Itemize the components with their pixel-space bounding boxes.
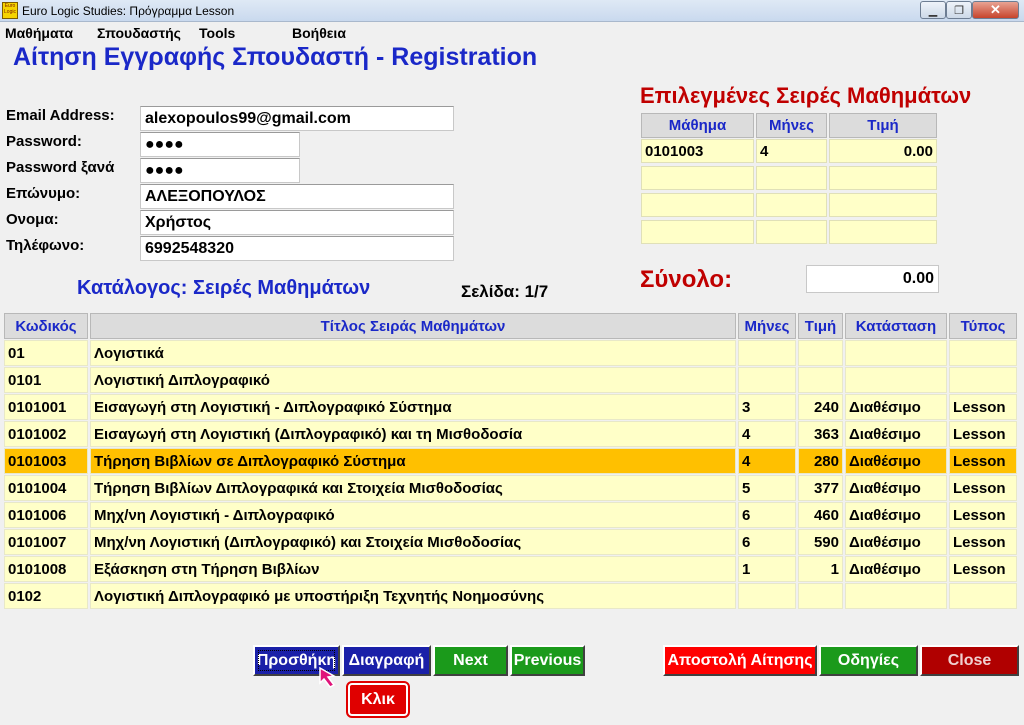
delete-button[interactable]: Διαγραφή [342, 645, 431, 676]
send-application-button[interactable]: Αποστολή Αίτησης [663, 645, 817, 676]
column-header-status[interactable]: Κατάσταση [845, 313, 947, 339]
selected-row-price[interactable] [829, 166, 937, 190]
page-indicator: Σελίδα: 1/7 [461, 282, 549, 301]
table-cell-title[interactable]: Τήρηση Βιβλίων Διπλογραφικά και Στοιχεία Μισθοδοσίας [90, 475, 736, 501]
table-cell-months[interactable]: 3 [738, 394, 796, 420]
page-title: Αίτηση Εγγραφής Σπουδαστή - Registration [13, 43, 538, 71]
table-cell-status[interactable]: Διαθέσιμο [845, 421, 947, 447]
selected-row-course[interactable] [641, 166, 754, 190]
table-cell-type[interactable]: Lesson [949, 502, 1017, 528]
minimize-button[interactable] [920, 1, 946, 19]
table-cell-status[interactable] [845, 367, 947, 393]
column-header-months[interactable]: Μήνες [738, 313, 796, 339]
menu-student[interactable]: Σπουδαστής [97, 25, 181, 41]
table-cell-code[interactable]: 0101002 [4, 421, 88, 447]
table-cell-type[interactable]: Lesson [949, 556, 1017, 582]
catalog-title: Κατάλογος: Σειρές Μαθημάτων [77, 277, 371, 299]
table-cell-title[interactable]: Εισαγωγή στη Λογιστική (Διπλογραφικό) και τη Μισθοδοσία [90, 421, 736, 447]
table-cell-months[interactable]: 4 [738, 421, 796, 447]
name-label: Ονομα: [6, 211, 59, 228]
table-cell-type[interactable] [949, 367, 1017, 393]
column-header-type[interactable]: Τύπος [949, 313, 1017, 339]
table-cell-code[interactable]: 0102 [4, 583, 88, 609]
table-cell-type[interactable]: Lesson [949, 475, 1017, 501]
selected-courses-title: Επιλεγμένες Σειρές Μαθημάτων [640, 83, 972, 108]
close-button[interactable]: Close [920, 645, 1019, 676]
app-logo-icon: Euro Logic [2, 2, 18, 19]
table-cell-status[interactable]: Διαθέσιμο [845, 556, 947, 582]
column-header-price[interactable]: Τιμή [798, 313, 843, 339]
previous-button[interactable]: Previous [510, 645, 585, 676]
table-cell-title[interactable]: Τήρηση Βιβλίων σε Διπλογραφικό Σύστημα [90, 448, 736, 474]
selected-row-price[interactable]: 0.00 [829, 139, 937, 163]
selected-row-price[interactable] [829, 193, 937, 217]
selected-row-price[interactable] [829, 220, 937, 244]
selected-row-months[interactable] [756, 166, 827, 190]
menu-tools[interactable]: Tools [199, 25, 236, 41]
table-cell-code[interactable]: 0101006 [4, 502, 88, 528]
password-label: Password: [6, 133, 82, 150]
close-icon: ✕ [990, 2, 1001, 17]
table-cell-code[interactable]: 0101003 [4, 448, 88, 474]
window-title: Euro Logic Studies: Πρόγραμμα Lesson [22, 4, 235, 18]
instructions-button[interactable]: Οδηγίες [819, 645, 918, 676]
table-cell-type[interactable]: Lesson [949, 394, 1017, 420]
email-label: Email Address: [6, 107, 115, 124]
table-cell-type[interactable]: Lesson [949, 448, 1017, 474]
next-button[interactable]: Next [433, 645, 508, 676]
table-cell-type[interactable]: Lesson [949, 529, 1017, 555]
table-cell-status[interactable]: Διαθέσιμο [845, 529, 947, 555]
password-again-field[interactable]: ●●●● [140, 158, 300, 183]
table-cell-title[interactable]: Μηχ/νη Λογιστική (Διπλογραφικό) και Στοιχεία Μισθοδοσίας [90, 529, 736, 555]
click-indicator-badge: Κλικ [348, 683, 408, 716]
selected-row-months[interactable] [756, 193, 827, 217]
phone-label: Τηλέφωνο: [6, 237, 85, 254]
name-field[interactable]: Χρήστος [140, 210, 454, 235]
mouse-pointer-icon [318, 666, 342, 690]
table-cell-status[interactable]: Διαθέσιμο [845, 502, 947, 528]
table-cell-code[interactable]: 0101001 [4, 394, 88, 420]
selected-header-course: Μάθημα [641, 113, 754, 138]
table-cell-months[interactable] [738, 367, 796, 393]
maximize-icon: ❐ [954, 4, 964, 17]
selected-row-months[interactable] [756, 220, 827, 244]
table-cell-title[interactable]: Μηχ/νη Λογιστική - Διπλογραφικό [90, 502, 736, 528]
table-cell-price[interactable] [798, 340, 843, 366]
selected-row-months[interactable]: 4 [756, 139, 827, 163]
table-cell-title[interactable]: Λογιστική Διπλογραφικό με υποστήριξη Τεχνητής Νοημοσύνης [90, 583, 736, 609]
total-field: 0.00 [806, 265, 939, 293]
table-cell-months[interactable]: 1 [738, 556, 796, 582]
selected-row-course[interactable] [641, 220, 754, 244]
table-cell-price[interactable]: 377 [798, 475, 843, 501]
maximize-button[interactable] [946, 1, 972, 19]
table-cell-status[interactable]: Διαθέσιμο [845, 394, 947, 420]
table-cell-months[interactable] [738, 583, 796, 609]
password-field[interactable]: ●●●● [140, 132, 300, 157]
table-cell-code[interactable]: 0101 [4, 367, 88, 393]
table-cell-title[interactable]: Λογιστική Διπλογραφικό [90, 367, 736, 393]
table-cell-type[interactable] [949, 583, 1017, 609]
table-cell-price[interactable]: 590 [798, 529, 843, 555]
add-button[interactable]: Προσθήκη [253, 645, 340, 676]
table-cell-price[interactable]: 240 [798, 394, 843, 420]
menu-help[interactable]: Βοήθεια [292, 25, 346, 41]
table-cell-code[interactable]: 01 [4, 340, 88, 366]
table-cell-status[interactable] [845, 340, 947, 366]
phone-field[interactable]: 6992548320 [140, 236, 454, 261]
table-cell-price[interactable] [798, 583, 843, 609]
email-field[interactable]: alexopoulos99@gmail.com [140, 106, 454, 131]
window-close-button[interactable] [972, 1, 1019, 19]
table-cell-price[interactable]: 460 [798, 502, 843, 528]
table-cell-price[interactable]: 363 [798, 421, 843, 447]
selected-header-price: Τιμή [829, 113, 937, 138]
menu-courses[interactable]: Μαθήματα [5, 25, 74, 41]
table-cell-status[interactable]: Διαθέσιμο [845, 448, 947, 474]
table-cell-price[interactable]: 1 [798, 556, 843, 582]
table-cell-title[interactable]: Εξάσκηση στη Τήρηση Βιβλίων [90, 556, 736, 582]
column-header-title[interactable]: Τίτλος Σειράς Μαθημάτων [90, 313, 736, 339]
password-again-label: Password ξανά [6, 159, 115, 176]
table-cell-code[interactable]: 0101004 [4, 475, 88, 501]
table-cell-months[interactable]: 6 [738, 529, 796, 555]
column-header-code[interactable]: Κωδικός [4, 313, 88, 339]
table-cell-months[interactable] [738, 340, 796, 366]
table-cell-status[interactable] [845, 583, 947, 609]
surname-label: Επώνυμο: [6, 185, 81, 202]
table-cell-title[interactable]: Εισαγωγή στη Λογιστική - Διπλογραφικό Σύστημα [90, 394, 736, 420]
minimize-icon: ▁ [928, 4, 938, 17]
title-bar [0, 0, 1024, 22]
table-cell-months[interactable]: 5 [738, 475, 796, 501]
table-cell-title[interactable]: Λογιστικά [90, 340, 736, 366]
table-cell-months[interactable]: 4 [738, 448, 796, 474]
table-cell-type[interactable] [949, 340, 1017, 366]
selected-row-course[interactable] [641, 193, 754, 217]
selected-header-months: Μήνες [756, 113, 827, 138]
table-cell-price[interactable]: 280 [798, 448, 843, 474]
table-cell-months[interactable]: 6 [738, 502, 796, 528]
table-cell-price[interactable] [798, 367, 843, 393]
selected-row-course[interactable]: 0101003 [641, 139, 754, 163]
menu-bar [0, 22, 1024, 42]
total-label: Σύνολο: [640, 266, 733, 293]
table-cell-code[interactable]: 0101008 [4, 556, 88, 582]
table-cell-status[interactable]: Διαθέσιμο [845, 475, 947, 501]
table-cell-code[interactable]: 0101007 [4, 529, 88, 555]
table-cell-type[interactable]: Lesson [949, 421, 1017, 447]
surname-field[interactable]: ΑΛΕΞΟΠΟΥΛΟΣ [140, 184, 454, 209]
